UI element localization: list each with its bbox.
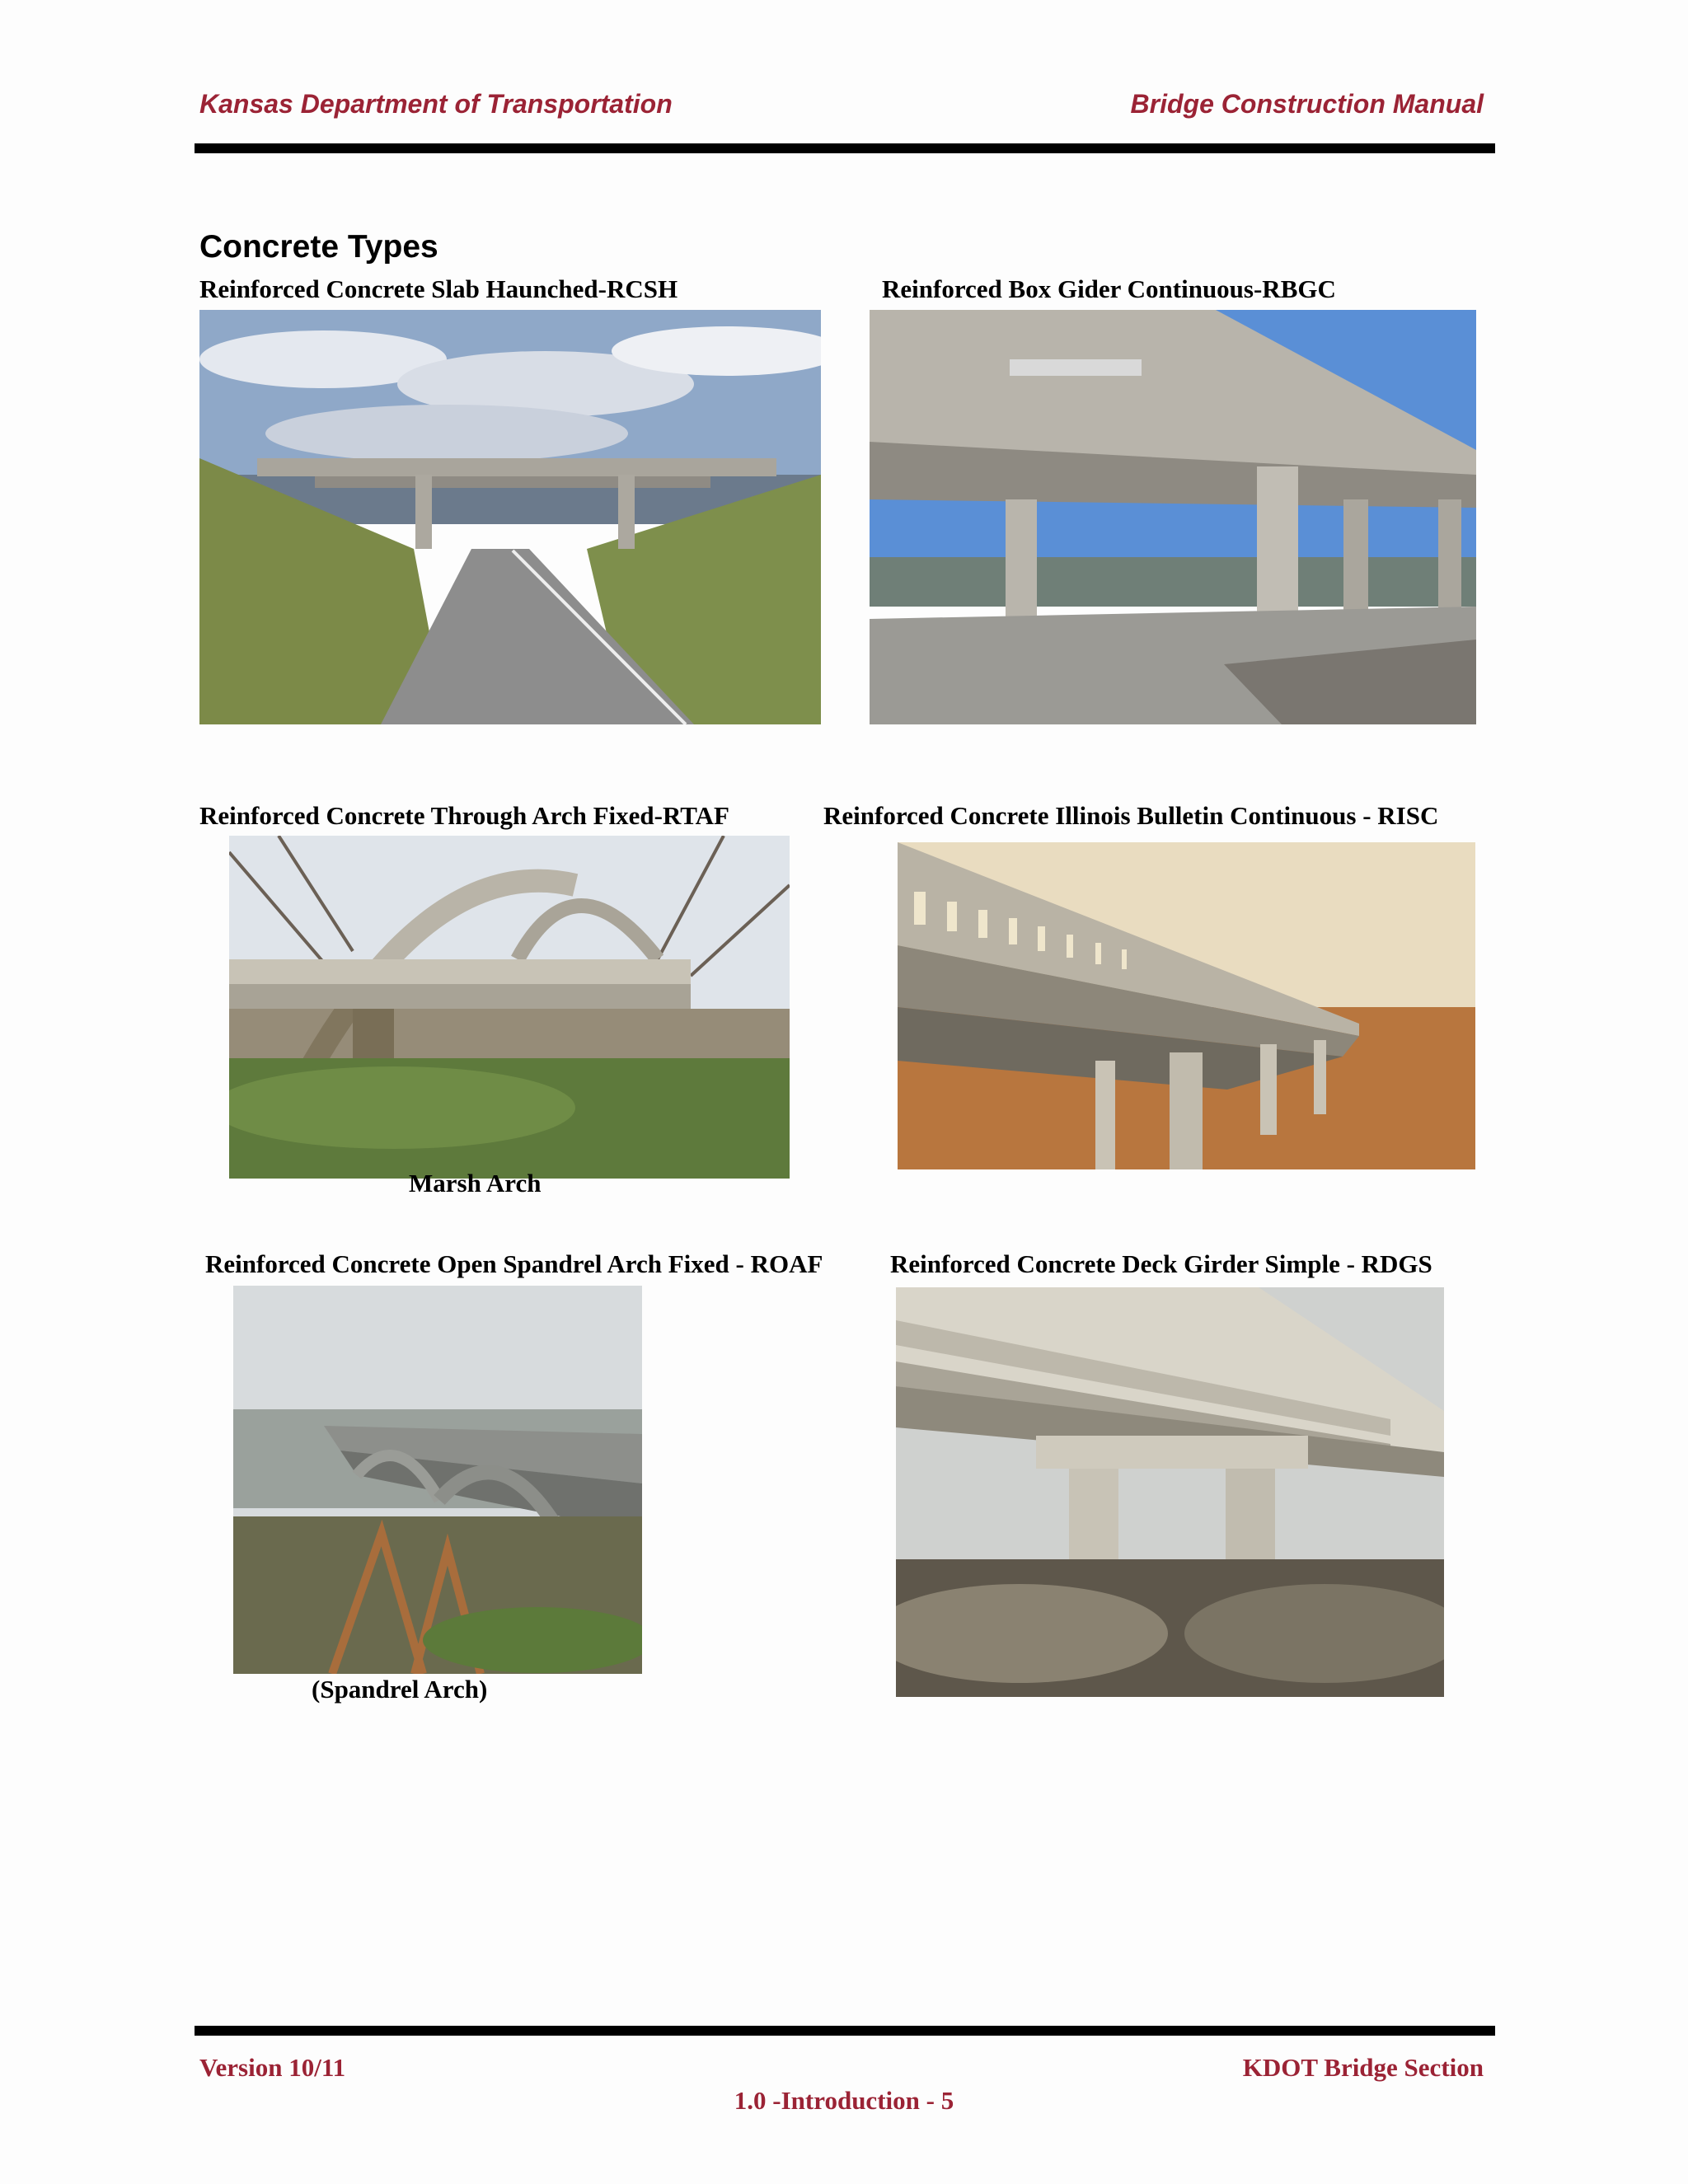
figure-subcaption-spandrel-arch: (Spandrel Arch): [312, 1675, 488, 1704]
figure-caption-roaf: Reinforced Concrete Open Spandrel Arch Fixed - ROAF: [205, 1249, 823, 1278]
footer-section: KDOT Bridge Section: [1242, 2053, 1484, 2082]
footer-version: Version 10/11: [199, 2053, 346, 2082]
slab-haunched-bridge-photo: [199, 310, 821, 724]
box-girder-bridge-photo: [870, 310, 1476, 724]
deck-girder-bridge-photo: [896, 1287, 1444, 1697]
spandrel-arch-bridge-photo: [233, 1286, 642, 1674]
section-title: Concrete Types: [199, 229, 438, 265]
through-arch-bridge-photo: [229, 836, 790, 1179]
illinois-bulletin-bridge-photo: [898, 842, 1475, 1169]
figure-caption-rdgs: Reinforced Concrete Deck Girder Simple - RDGS: [890, 1249, 1432, 1278]
header-rule: [195, 143, 1495, 153]
header-manual-title: Bridge Construction Manual: [1130, 89, 1484, 119]
header-org-name: Kansas Department of Transportation: [199, 89, 673, 119]
figure-caption-rtaf: Reinforced Concrete Through Arch Fixed-RTAF: [199, 801, 729, 830]
figure-subcaption-marsh-arch: Marsh Arch: [409, 1169, 542, 1197]
footer-page-number: 1.0 -Introduction - 5: [734, 2086, 954, 2115]
figure-caption-rcsh: Reinforced Concrete Slab Haunched-RCSH: [199, 274, 678, 303]
figure-caption-risc: Reinforced Concrete Illinois Bulletin Continuous - RISC: [823, 801, 1439, 830]
footer-rule: [195, 2026, 1495, 2036]
figure-caption-rbgc: Reinforced Box Gider Continuous-RBGC: [882, 274, 1336, 303]
